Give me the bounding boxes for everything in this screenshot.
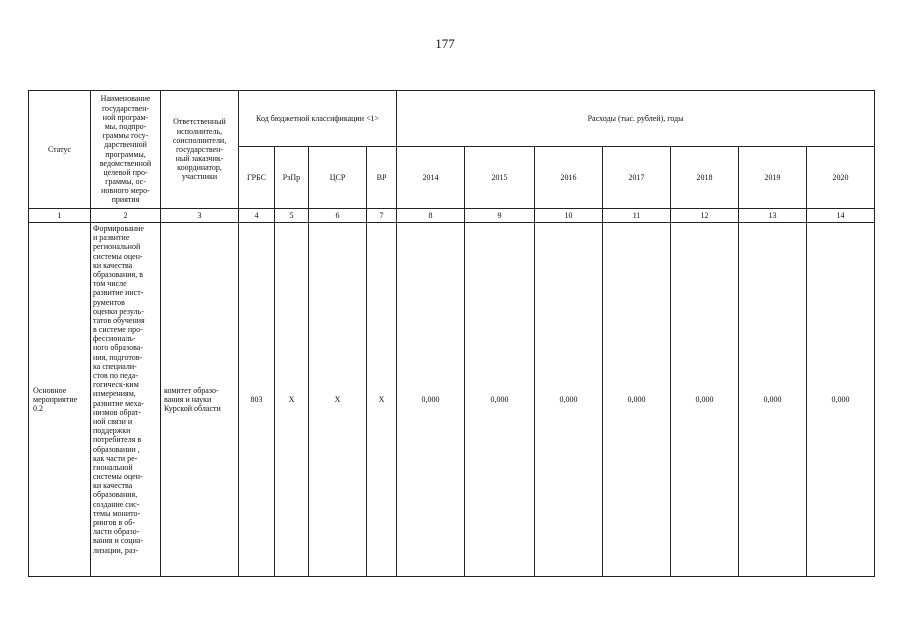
row-value-2016: 0,000: [535, 223, 603, 577]
col-number: 12: [671, 209, 739, 223]
budget-table: [28, 90, 875, 577]
row-value-2015: 0,000: [465, 223, 535, 577]
col-number: 13: [739, 209, 807, 223]
col-number: 7: [367, 209, 397, 223]
header-row-1: [29, 91, 875, 147]
row-csr: Х: [309, 223, 367, 577]
header-year-2018: 2018: [671, 147, 739, 209]
col-number: 11: [603, 209, 671, 223]
col-number: 6: [309, 209, 367, 223]
row-grbs: 803: [239, 223, 275, 577]
header-rzpr: РзПр: [275, 147, 309, 209]
header-year-2019: 2019: [739, 147, 807, 209]
row-status: Основное мероприятие 0.2: [29, 223, 91, 577]
column-number-row: [29, 209, 875, 223]
header-year-2015: 2015: [465, 147, 535, 209]
row-vr: Х: [367, 223, 397, 577]
table-row: [29, 223, 875, 577]
col-number: 4: [239, 209, 275, 223]
header-year-2017: 2017: [603, 147, 671, 209]
row-value-2017: 0,000: [603, 223, 671, 577]
row-value-2020: 0,000: [807, 223, 875, 577]
col-number: 2: [91, 209, 161, 223]
header-csr: ЦСР: [309, 147, 367, 209]
row-rzpr: Х: [275, 223, 309, 577]
col-number: 9: [465, 209, 535, 223]
row-value-2019: 0,000: [739, 223, 807, 577]
header-name: Наименование государствен- ной програм- мы, подпро- граммы госу- дарственной программы, ведомственной целевой про- граммы, ос- новного меро- приятия: [91, 91, 161, 209]
header-year-2016: 2016: [535, 147, 603, 209]
col-number: 14: [807, 209, 875, 223]
header-responsible: Ответственный исполнитель, соисполнители, государствен- ный заказчик- координатор, участники: [161, 91, 239, 209]
header-status: Статус: [29, 91, 91, 209]
col-number: 10: [535, 209, 603, 223]
header-expenses: Расходы (тыс. рублей), годы: [397, 91, 875, 147]
col-number: 5: [275, 209, 309, 223]
col-number: 8: [397, 209, 465, 223]
row-value-2018: 0,000: [671, 223, 739, 577]
header-vr: ВР: [367, 147, 397, 209]
row-value-2014: 0,000: [397, 223, 465, 577]
header-year-2020: 2020: [807, 147, 875, 209]
header-grbs: ГРБС: [239, 147, 275, 209]
header-budget-code: Код бюджетной классификации <1>: [239, 91, 397, 147]
header-year-2014: 2014: [397, 147, 465, 209]
page-number: 177: [435, 36, 455, 51]
col-number: 3: [161, 209, 239, 223]
col-number: 1: [29, 209, 91, 223]
row-name: Формирование и развитие региональной системы оцен- ки качества образования, в том числе развитие инст- рументов оценки резуль- татов обучения в системе про- фессиональ- ного образова- ния, подготов- ка специали- стов по педа- гогическ-ким измерениям, развитие меха- низмов обрат- ной связи и поддержки потребителя в образовании , как части ре- гиональной системы оцен- ки качества образования, создание сис- темы монито- рингов в об- ласти образо- вания и социа- лизации, раз-: [91, 223, 161, 577]
row-responsible: комитет образо- вания и науки Курской области: [161, 223, 239, 577]
